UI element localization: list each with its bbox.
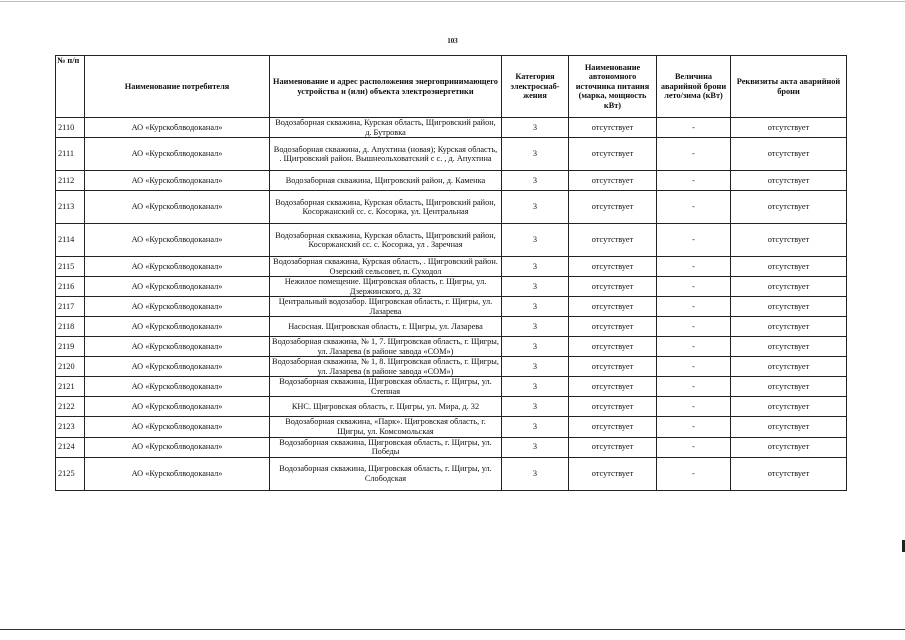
autonomous-source-cell: отсутствует [569, 138, 657, 171]
reserve-value-cell: - [657, 138, 731, 171]
supply-category-cell: 3 [502, 417, 569, 437]
autonomous-source-cell: отсутствует [569, 437, 657, 457]
autonomous-source-cell: отсутствует [569, 224, 657, 257]
autonomous-source-cell: отсутствует [569, 337, 657, 357]
autonomous-source-cell: отсутствует [569, 191, 657, 224]
object-address-cell: Водозаборная скважина, Курская область, . Щигровский район. Озерский сельсовет, п. Суходол [270, 257, 502, 277]
table-row [56, 397, 847, 417]
row-number-cell: 2125 [56, 457, 85, 490]
table-row [56, 457, 847, 490]
header-row [56, 56, 847, 118]
supply-category-cell: 3 [502, 224, 569, 257]
reserve-value-cell: - [657, 317, 731, 337]
reserve-value-cell: - [657, 457, 731, 490]
object-address-cell: Водозаборная скважина, «Парк». Щигровская область, г. Щигры, ул. Комсомольская [270, 417, 502, 437]
consumer-name-cell: АО «Курскоблводоканал» [85, 397, 270, 417]
table-row [56, 224, 847, 257]
autonomous-source-cell: отсутствует [569, 377, 657, 397]
supply-category-cell: 3 [502, 437, 569, 457]
row-number-cell: 2119 [56, 337, 85, 357]
row-number-cell: 2114 [56, 224, 85, 257]
reserve-act-cell: отсутствует [731, 457, 847, 490]
header-source: Наименование автономного источника питания (марка, мощность кВт) [569, 56, 657, 118]
object-address-cell: Водозаборная скважина, Щигровский район, д. Каменка [270, 171, 502, 191]
supply-category-cell: 3 [502, 357, 569, 377]
consumer-name-cell: АО «Курскоблводоканал» [85, 457, 270, 490]
autonomous-source-cell: отсутствует [569, 257, 657, 277]
consumer-name-cell: АО «Курскоблводоканал» [85, 377, 270, 397]
consumer-name-cell: АО «Курскоблводоканал» [85, 118, 270, 138]
table-row [56, 357, 847, 377]
header-consumer: Наименование потребителя [85, 56, 270, 118]
object-address-cell: Водозаборная скважина, д. Апухтина (новая); Курская область, . Щигровский район. Вышнеольховатский с с. , д. Апухтина [270, 138, 502, 171]
reserve-act-cell: отсутствует [731, 224, 847, 257]
header-value: Величина аварийной брони лето/зима (кВт) [657, 56, 731, 118]
reserve-act-cell: отсутствует [731, 171, 847, 191]
reserve-value-cell: - [657, 377, 731, 397]
supply-category-cell: 3 [502, 277, 569, 297]
reserve-act-cell: отсутствует [731, 138, 847, 171]
consumer-name-cell: АО «Курскоблводоканал» [85, 191, 270, 224]
reserve-value-cell: - [657, 257, 731, 277]
table-row [56, 118, 847, 138]
row-number-cell: 2110 [56, 118, 85, 138]
object-address-cell: Водозаборная скважина, № 1, 8. Щигровская область, г. Щигры, ул. Лазарева (в районе завода «СОМ») [270, 357, 502, 377]
object-address-cell: Водозаборная скважина, Щигровская область, г. Щигры, ул. Степная [270, 377, 502, 397]
consumer-name-cell: АО «Курскоблводоканал» [85, 171, 270, 191]
consumer-name-cell: АО «Курскоблводоканал» [85, 357, 270, 377]
row-number-cell: 2116 [56, 277, 85, 297]
consumer-name-cell: АО «Курскоблводоканал» [85, 437, 270, 457]
reserve-act-cell: отсутствует [731, 337, 847, 357]
reserve-act-cell: отсутствует [731, 417, 847, 437]
object-address-cell: Водозаборная скважина, Курская область, Щигровский район, Косоржанский сс. с. Косоржа, ул . Заречная [270, 224, 502, 257]
table-row [56, 437, 847, 457]
row-number-cell: 2124 [56, 437, 85, 457]
consumer-name-cell: АО «Курскоблводоканал» [85, 337, 270, 357]
row-number-cell: 2112 [56, 171, 85, 191]
autonomous-source-cell: отсутствует [569, 118, 657, 138]
object-address-cell: Водозаборная скважина, Курская область, Щигровский район, д. Бутровка [270, 118, 502, 138]
scan-top-line [0, 1, 905, 2]
autonomous-source-cell: отсутствует [569, 277, 657, 297]
reserve-value-cell: - [657, 277, 731, 297]
row-number-cell: 2121 [56, 377, 85, 397]
supply-category-cell: 3 [502, 138, 569, 171]
autonomous-source-cell: отсутствует [569, 317, 657, 337]
autonomous-source-cell: отсутствует [569, 357, 657, 377]
reserve-act-cell: отсутствует [731, 397, 847, 417]
supply-category-cell: 3 [502, 191, 569, 224]
reserve-act-cell: отсутствует [731, 257, 847, 277]
supply-category-cell: 3 [502, 457, 569, 490]
consumer-name-cell: АО «Курскоблводоканал» [85, 257, 270, 277]
reserve-value-cell: - [657, 437, 731, 457]
consumer-name-cell: АО «Курскоблводоканал» [85, 138, 270, 171]
supply-category-cell: 3 [502, 397, 569, 417]
reserve-value-cell: - [657, 224, 731, 257]
header-object: Наименование и адрес расположения энергопринимающего устройства и (или) объекта электроэнергетики [270, 56, 502, 118]
object-address-cell: Нежилое помещение. Щигровская область, г. Щигры, ул. Дзержинского, д. 32 [270, 277, 502, 297]
supply-category-cell: 3 [502, 171, 569, 191]
reserve-value-cell: - [657, 171, 731, 191]
consumer-name-cell: АО «Курскоблводоканал» [85, 297, 270, 317]
reserve-value-cell: - [657, 297, 731, 317]
table-row [56, 297, 847, 317]
row-number-cell: 2115 [56, 257, 85, 277]
supply-category-cell: 3 [502, 118, 569, 138]
reserve-act-cell: отсутствует [731, 118, 847, 138]
table-row [56, 417, 847, 437]
reserve-act-cell: отсутствует [731, 357, 847, 377]
header-num: № п/п [56, 56, 85, 118]
supply-category-cell: 3 [502, 297, 569, 317]
supply-category-cell: 3 [502, 317, 569, 337]
table-row [56, 337, 847, 357]
consumer-name-cell: АО «Курскоблводоканал» [85, 417, 270, 437]
row-number-cell: 2123 [56, 417, 85, 437]
supply-category-cell: 3 [502, 377, 569, 397]
reserve-act-cell: отсутствует [731, 377, 847, 397]
object-address-cell: Водозаборная скважина, № 1, 7. Щигровская область, г. Щигры, ул. Лазарева (в районе завода «СОМ») [270, 337, 502, 357]
row-number-cell: 2118 [56, 317, 85, 337]
reserve-act-cell: отсутствует [731, 317, 847, 337]
reserve-value-cell: - [657, 337, 731, 357]
header-category: Категория электроснаб-жения [502, 56, 569, 118]
object-address-cell: Водозаборная скважина, Курская область, Щигровский район, Косоржанский сс. с. Косоржа, ул. Центральная [270, 191, 502, 224]
table-row [56, 138, 847, 171]
reserve-value-cell: - [657, 357, 731, 377]
object-address-cell: КНС. Щигровская область, г. Щигры, ул. Мира, д. 32 [270, 397, 502, 417]
supply-category-cell: 3 [502, 257, 569, 277]
row-number-cell: 2111 [56, 138, 85, 171]
header-act: Реквизиты акта аварийной брони [731, 56, 847, 118]
scan-bottom-line [0, 629, 905, 630]
table-row [56, 377, 847, 397]
supply-category-cell: 3 [502, 337, 569, 357]
table-row [56, 277, 847, 297]
reserve-value-cell: - [657, 118, 731, 138]
row-number-cell: 2120 [56, 357, 85, 377]
reserve-value-cell: - [657, 417, 731, 437]
reserve-registry-table [55, 55, 847, 491]
table-row [56, 317, 847, 337]
object-address-cell: Водозаборная скважина, Щигровская область, г. Щигры, ул. Слободская [270, 457, 502, 490]
row-number-cell: 2113 [56, 191, 85, 224]
autonomous-source-cell: отсутствует [569, 397, 657, 417]
autonomous-source-cell: отсутствует [569, 417, 657, 437]
consumer-name-cell: АО «Курскоблводоканал» [85, 224, 270, 257]
page-number: 103 [447, 37, 458, 45]
autonomous-source-cell: отсутствует [569, 297, 657, 317]
reserve-act-cell: отсутствует [731, 191, 847, 224]
reserve-value-cell: - [657, 191, 731, 224]
row-number-cell: 2122 [56, 397, 85, 417]
table-row [56, 257, 847, 277]
reserve-value-cell: - [657, 397, 731, 417]
consumer-name-cell: АО «Курскоблводоканал» [85, 317, 270, 337]
reserve-act-cell: отсутствует [731, 297, 847, 317]
consumer-name-cell: АО «Курскоблводоканал» [85, 277, 270, 297]
object-address-cell: Водозаборная скважина, Щигровская область, г. Щигры, ул. Победы [270, 437, 502, 457]
reserve-act-cell: отсутствует [731, 437, 847, 457]
table-row [56, 191, 847, 224]
autonomous-source-cell: отсутствует [569, 171, 657, 191]
row-number-cell: 2117 [56, 297, 85, 317]
autonomous-source-cell: отсутствует [569, 457, 657, 490]
object-address-cell: Центральный водозабор. Щигровская область, г. Щигры, ул. Лазарева [270, 297, 502, 317]
object-address-cell: Насосная. Щигровская область, г. Щигры, ул. Лазарева [270, 317, 502, 337]
table-row [56, 171, 847, 191]
reserve-act-cell: отсутствует [731, 277, 847, 297]
